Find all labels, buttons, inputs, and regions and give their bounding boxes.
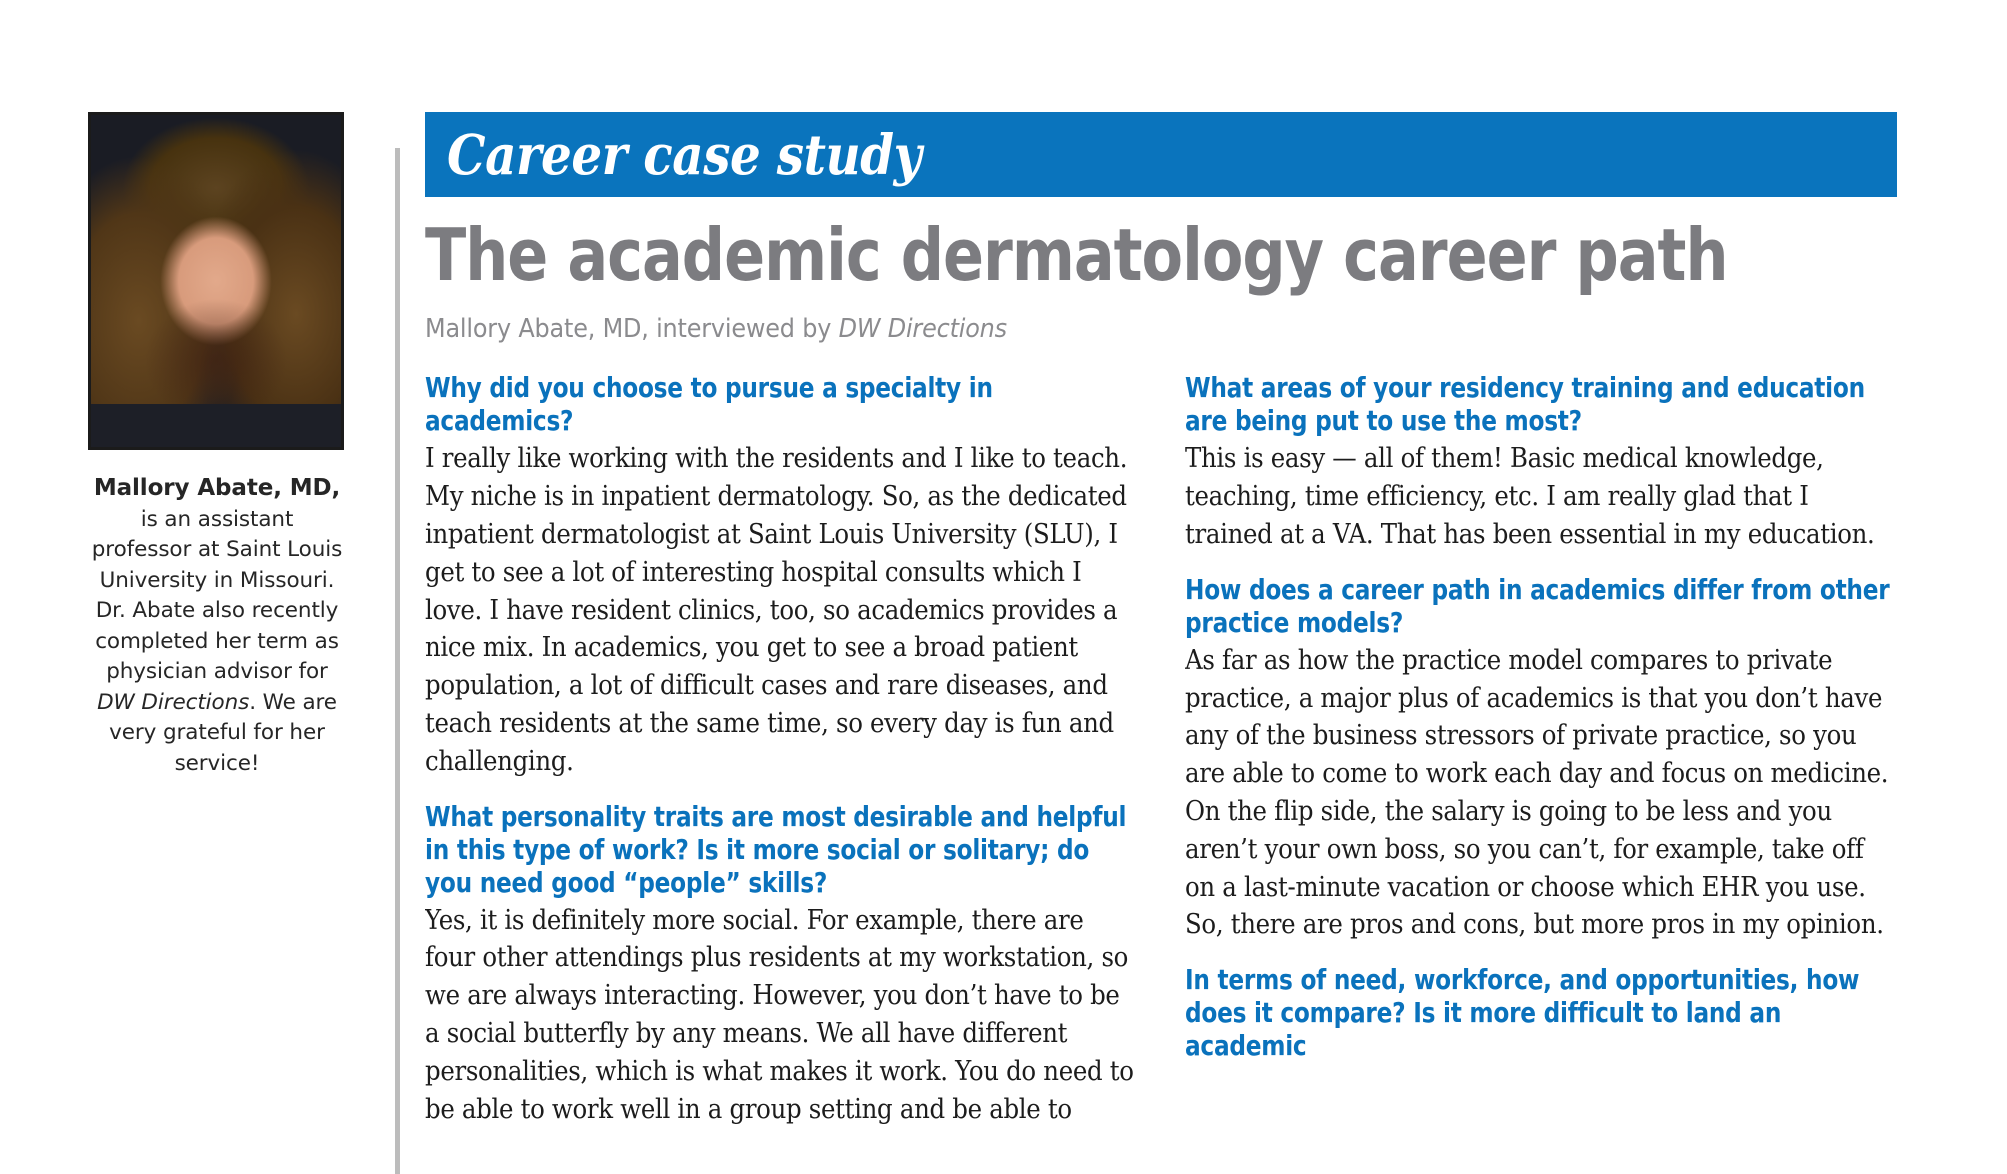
qa-block [1185,574,1897,944]
byline [425,314,1779,344]
section-banner [425,112,1897,197]
article-main [425,112,1897,1152]
author-sidebar [88,112,346,779]
answer-text: Yes, it is definitely more social. For example, there are four other attendings plus residents at my workstation, so we are always interacting. However, you don’t have to be a social butterfly by any means. We all have different personalities, which is what makes it work. You do need to be able to work well in a group setting and be able to [425,904,1134,1125]
qa-block [1185,964,1897,1063]
article-columns [425,372,1897,1152]
answer-text: As far as how the practice model compares to private practice, a major plus of academics is that you don’t have any of the business stressors of private practice, so you are able to come to work each day and focus on medicine. On the flip side, the salary is going to be less and you aren’t your own boss, so you can’t, for example, take off on a last-minute vacation or choose which EHR you use. So, there are pros and cons, but more pros in my opinion. [1185,644,1889,941]
vertical-divider [395,148,400,1174]
column-right [1185,372,1897,1152]
question-heading: How does a career path in academics differ from other practice models? [1185,573,1890,639]
column-left [425,372,1137,1152]
question-heading: In terms of need, workforce, and opportunities, how does it compare? Is it more difficult to land an academic [1185,964,1860,1063]
author-caption-publication: DW Directions [97,689,250,715]
author-caption [88,472,346,779]
question-heading: Why did you choose to pursue a specialty in academics? [425,372,993,438]
qa-block [425,372,1137,780]
byline-publication: DW Directions [838,314,1007,345]
qa-block [425,801,1137,1129]
qa-block [1185,372,1897,553]
author-photo-image [91,115,341,447]
author-name: Mallory Abate, MD, [93,475,341,501]
page-title: The academic dermatology career path [425,213,1728,297]
author-caption-part1: is an assistant professor at Saint Louis University in Missouri. Dr. Abate also recently completed her term as physician advisor for [91,506,343,685]
question-heading: What areas of your residency training and education are being put to use the most? [1185,372,1865,438]
byline-prefix: Mallory Abate, MD, interviewed by [425,314,839,345]
author-photo [88,112,344,450]
question-heading: What personality traits are most desirable and helpful in this type of work? Is it more social or solitary; do you need good “people” skills? [425,800,1127,899]
answer-text: This is easy — all of them! Basic medical knowledge, teaching, time efficiency, etc. I am really glad that I trained at a VA. That has been essential in my education. [1185,443,1875,551]
author-caption-part2: . We are very grateful for her service! [109,689,337,776]
answer-text: I really like working with the residents and I like to teach. My niche is in inpatient dermatology. So, as the dedicated inpatient dermatologist at Saint Louis University (SLU), I get to see a lot of interesting hospital consults which I love. I have resident clinics, too, so academics provides a nice mix. In academics, you get to see a broad patient population, a lot of difficult cases and rare diseases, and teach residents at the same time, so every day is fun and challenging. [425,443,1128,777]
section-banner-label: Career case study [447,122,922,187]
